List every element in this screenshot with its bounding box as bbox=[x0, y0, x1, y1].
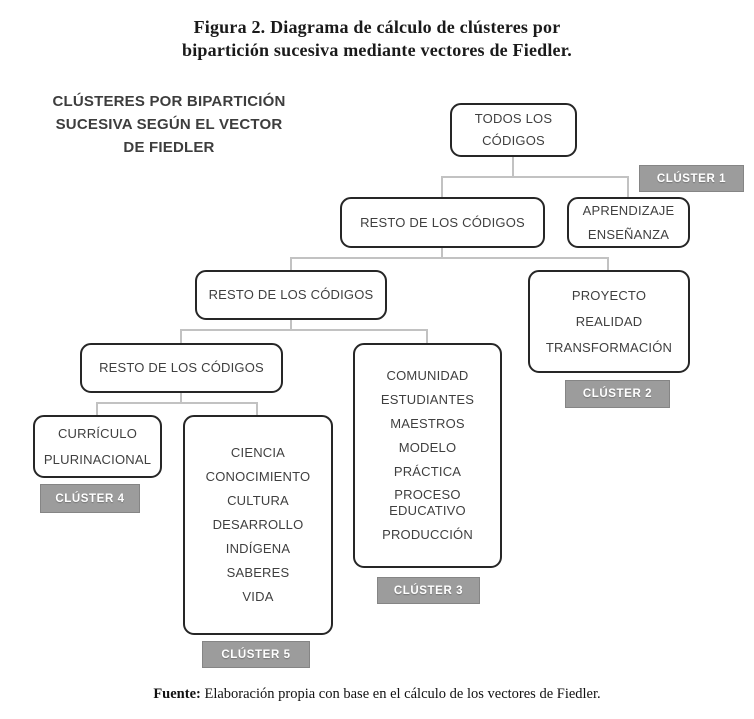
text-line: PROYECTO bbox=[571, 287, 647, 303]
text-line: RESTO DE LOS CÓDIGOS bbox=[360, 214, 525, 230]
node-text bbox=[197, 283, 385, 307]
node-text bbox=[35, 421, 160, 473]
text-line: DESARROLLO bbox=[212, 517, 304, 532]
text-line: RESTO DE LOS CÓDIGOS bbox=[208, 287, 374, 302]
text-line: PROCESO EDUCATIVO bbox=[389, 487, 466, 518]
source-note bbox=[0, 686, 754, 703]
connector bbox=[426, 330, 428, 343]
badge-label: CLÚSTER 4 bbox=[55, 492, 125, 505]
connector bbox=[256, 403, 258, 415]
text-line: DE FIEDLER bbox=[123, 139, 215, 156]
text-line: TODOS LOS bbox=[474, 111, 553, 126]
badge-cluster-1 bbox=[639, 165, 744, 192]
text-line: PRODUCCIÓN bbox=[382, 527, 473, 542]
connector bbox=[627, 177, 629, 197]
node-resto-de-los-codigos-2 bbox=[195, 270, 387, 320]
badge-cluster-4 bbox=[40, 484, 140, 513]
badge-cluster-5 bbox=[202, 641, 310, 668]
node-comunidad-grupo bbox=[353, 343, 502, 568]
badge-label: CLÚSTER 1 bbox=[656, 172, 727, 185]
connector bbox=[96, 402, 258, 404]
connector bbox=[512, 157, 514, 177]
node-resto-de-los-codigos-3 bbox=[80, 343, 283, 393]
connector bbox=[96, 403, 98, 415]
badge-label: CLÚSTER 3 bbox=[393, 584, 464, 597]
text-line: ESTUDIANTES bbox=[380, 392, 475, 407]
connector bbox=[180, 329, 428, 331]
figure-title bbox=[0, 16, 754, 62]
node-proyecto-realidad-transformacion bbox=[528, 270, 690, 373]
node-text bbox=[342, 211, 543, 235]
text-line: CONOCIMIENTO bbox=[205, 469, 311, 484]
text-line: APRENDIZAJE bbox=[582, 202, 675, 218]
node-text bbox=[355, 364, 500, 547]
node-text bbox=[185, 441, 331, 609]
text-line: REALIDAD bbox=[575, 313, 643, 329]
figure-title-line1: Figura 2. Diagrama de cálculo de clústeres por bbox=[193, 17, 561, 37]
badge-label: CLÚSTER 5 bbox=[221, 648, 291, 661]
source-label: Fuente: bbox=[153, 686, 201, 702]
node-ciencia-grupo bbox=[183, 415, 333, 635]
node-text bbox=[82, 356, 281, 380]
text-line: SABERES bbox=[226, 565, 290, 580]
text-line: MODELO bbox=[398, 440, 457, 455]
text-line: PRÁCTICA bbox=[393, 464, 462, 479]
node-curriculo-plurinacional bbox=[33, 415, 162, 478]
connector bbox=[290, 257, 609, 259]
text-line: CIENCIA bbox=[230, 445, 286, 460]
node-todos-los-codigos bbox=[450, 103, 577, 157]
badge-cluster-3 bbox=[377, 577, 480, 604]
node-text bbox=[569, 199, 688, 247]
text-line: CURRÍCULO bbox=[57, 425, 138, 441]
figure-title-line2: bipartición sucesiva mediante vectores de Fiedler. bbox=[182, 40, 572, 60]
node-aprendizaje-ensenanza bbox=[567, 197, 690, 248]
text-line: SUCESIVA SEGÚN EL VECTOR bbox=[55, 116, 283, 133]
node-text bbox=[452, 108, 575, 152]
text-line: CÓDIGOS bbox=[482, 133, 545, 148]
connector bbox=[441, 177, 443, 197]
text-line: CLÚSTERES POR BIPARTICIÓN bbox=[52, 93, 286, 110]
text-line: ENSEÑANZA bbox=[587, 226, 670, 242]
text-line: RESTO DE LOS CÓDIGOS bbox=[99, 360, 264, 375]
text-line: VIDA bbox=[242, 589, 274, 604]
text-line: COMUNIDAD bbox=[386, 368, 469, 383]
node-text bbox=[530, 283, 688, 361]
connector bbox=[607, 258, 609, 270]
badge-label: CLÚSTER 2 bbox=[582, 388, 653, 400]
text-line: PLURINACIONAL bbox=[43, 451, 152, 467]
connector bbox=[290, 258, 292, 270]
badge-cluster-2 bbox=[565, 380, 670, 408]
source-text: Elaboración propia con base en el cálculo de los vectores de Fiedler. bbox=[200, 686, 601, 702]
node-resto-de-los-codigos-1 bbox=[340, 197, 545, 248]
text-line: INDÍGENA bbox=[225, 541, 291, 556]
legend-label bbox=[32, 90, 306, 159]
text-line: CULTURA bbox=[227, 493, 289, 508]
text-line: MAESTROS bbox=[390, 416, 465, 431]
connector bbox=[441, 176, 629, 178]
connector bbox=[180, 330, 182, 343]
text-line: TRANSFORMACIÓN bbox=[545, 339, 673, 355]
